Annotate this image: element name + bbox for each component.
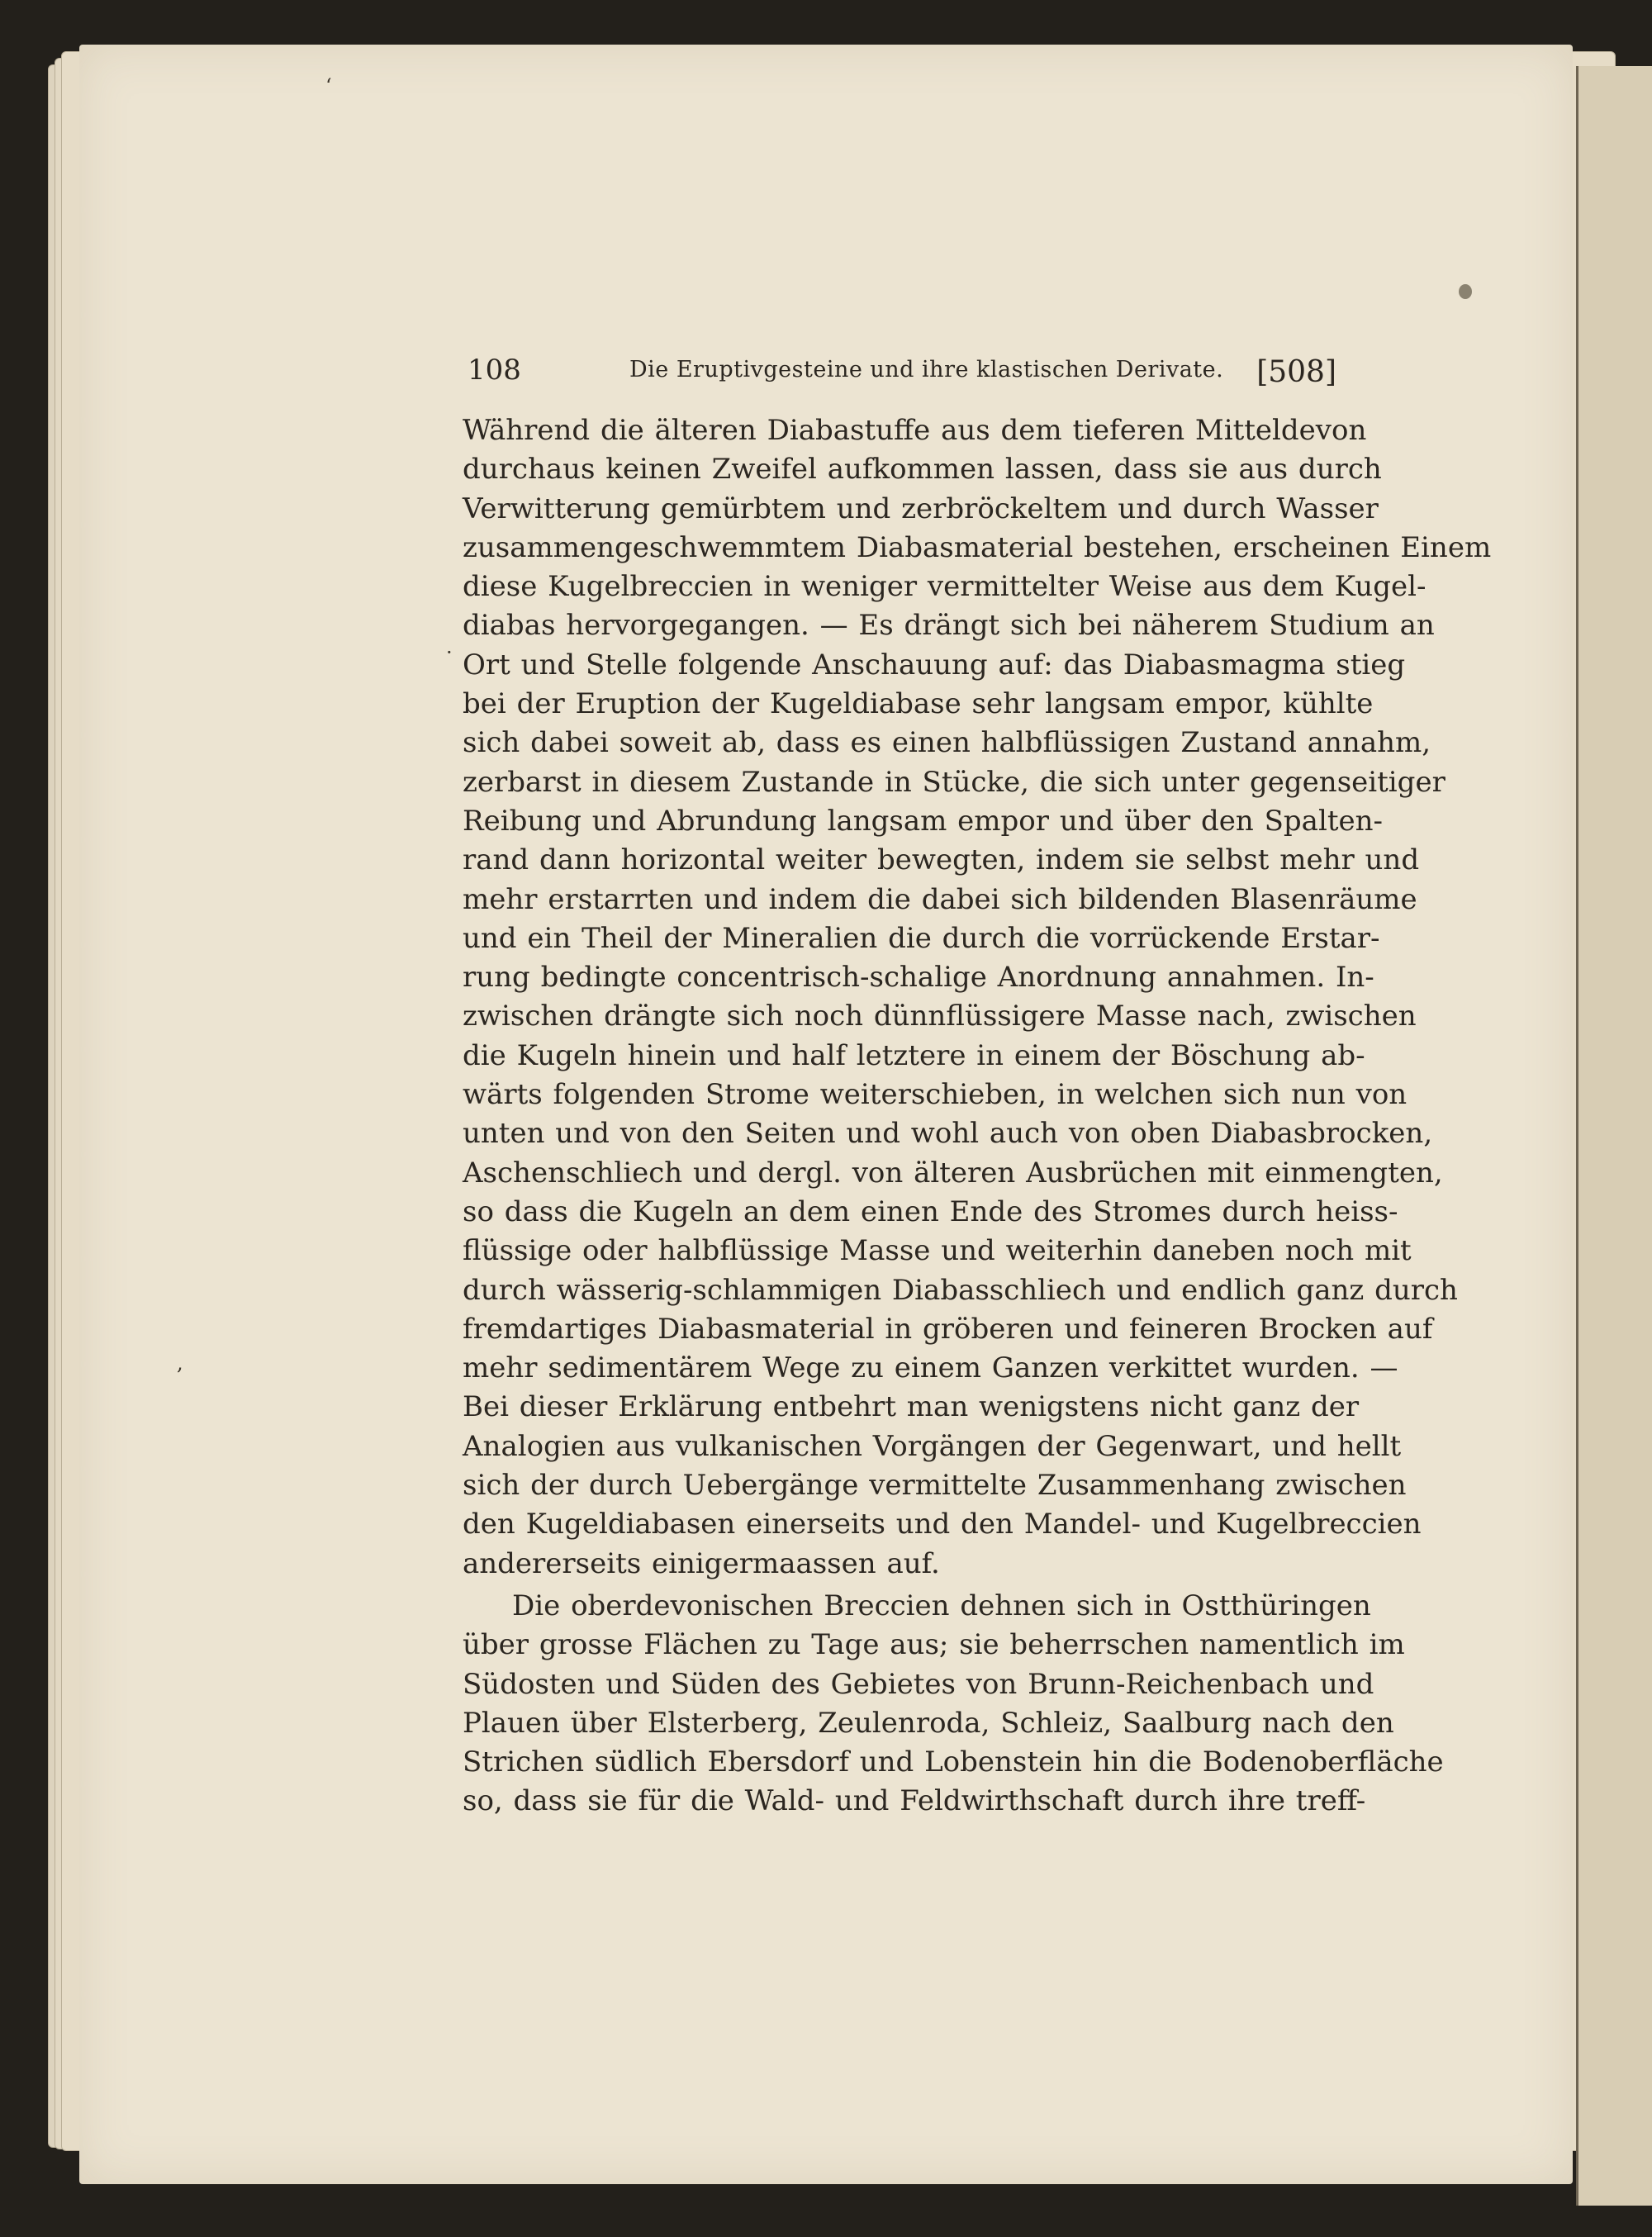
margin-mark: · [446,641,453,664]
margin-mark: ‘ [325,74,332,97]
running-title: Die Eruptivgesteine und ihre klastischen Derivate. [629,357,1224,382]
text-line: mehr erstarrten und indem die dabei sich bildenden Blasenräume [463,882,1417,916]
text-line: Strichen südlich Ebersdorf und Lobenstein hin die Bodenoberfläche [463,1745,1444,1779]
text-line: Südosten und Süden des Gebietes von Brunn-Reichenbach und [463,1667,1374,1701]
text-line: die Kugeln hinein und half letztere in einem der Böschung ab- [463,1038,1365,1072]
text-line: Bei dieser Erklärung entbehrt man wenigstens nicht ganz der [463,1390,1360,1424]
margin-mark: , [177,1351,183,1375]
bracket-page-number: [508] [1256,355,1336,389]
text-line: Ort und Stelle folgende Anschauung auf: das Diabasmagma stieg [463,648,1406,682]
text-line: Die oberdevonischen Breccien dehnen sich in Ostthüringen [512,1589,1371,1622]
text-line: und ein Theil der Mineralien die durch die vorrückende Erstar- [463,921,1380,955]
text-line: unten und von den Seiten und wohl auch von oben Diabasbrocken, [463,1117,1433,1151]
text-line: diabas hervorgegangen. — Es drängt sich bei näherem Studium an [463,609,1435,643]
text-line: zerbarst in diesem Zustande in Stücke, die sich unter gegenseitiger [463,765,1446,799]
text-line: Verwitterung gemürbtem und zerbröckeltem und durch Wasser [463,492,1379,525]
text-line: über grosse Flächen zu Tage aus; sie beherrschen namentlich im [463,1628,1405,1662]
next-page-edge [1576,66,1652,2206]
ink-spot [1459,284,1472,299]
text-line: wärts folgenden Strome weiterschieben, in welchen sich nun von [463,1078,1408,1112]
text-line: mehr sedimentärem Wege zu einem Ganzen verkittet wurden. — [463,1351,1398,1385]
text-line: bei der Eruption der Kugeldiabase sehr langsam empor, kühlte [463,687,1374,721]
text-line: durch wässerig-schlammigen Diabasschliech und endlich ganz durch [463,1273,1458,1307]
text-line: Plauen über Elsterberg, Zeulenroda, Schleiz, Saalburg nach den [463,1706,1394,1740]
body-text [463,411,1492,1821]
text-line: Reibung und Abrundung langsam empor und über den Spalten- [463,804,1383,838]
page-number: 108 [468,354,521,387]
text-line: diese Kugelbreccien in weniger vermittelter Weise aus dem Kugel- [463,570,1427,604]
text-line: rung bedingte concentrisch-schalige Anordnung annahmen. In- [463,961,1374,995]
text-line: Aschenschliech und dergl. von älteren Ausbrüchen mit einmengten, [463,1156,1443,1190]
text-line: zusammengeschwemmtem Diabasmaterial bestehen, erscheinen Einem [463,530,1492,564]
text-line: rand dann horizontal weiter bewegten, indem sie selbst mehr und [463,843,1420,877]
text-line: flüssige oder halbflüssige Masse und weiterhin daneben noch mit [463,1234,1412,1268]
text-line: durchaus keinen Zweifel aufkommen lassen, dass sie aus durch [463,453,1382,487]
text-line: fremdartiges Diabasmaterial in gröberen und feineren Brocken auf [463,1312,1433,1346]
text-line: sich der durch Uebergänge vermittelte Zusammenhang zwischen [463,1469,1407,1503]
text-line: so, dass sie für die Wald- und Feldwirthschaft durch ihre treff- [463,1784,1366,1818]
text-line: so dass die Kugeln an dem einen Ende des Stromes durch heiss- [463,1194,1398,1228]
text-line: Während die älteren Diabastuffe aus dem tieferen Mitteldevon [463,414,1367,447]
text-line: zwischen drängte sich noch dünnflüssigere Masse nach, zwischen [463,1000,1417,1033]
text-line: andererseits einigermaassen auf. [463,1546,940,1580]
running-header [468,354,1336,397]
text-line: Analogien aus vulkanischen Vorgängen der Gegenwart, und hellt [463,1429,1402,1463]
text-line: den Kugeldiabasen einerseits und den Mandel- und Kugelbreccien [463,1508,1422,1541]
text-line: sich dabei soweit ab, dass es einen halbflüssigen Zustand annahm, [463,726,1431,760]
